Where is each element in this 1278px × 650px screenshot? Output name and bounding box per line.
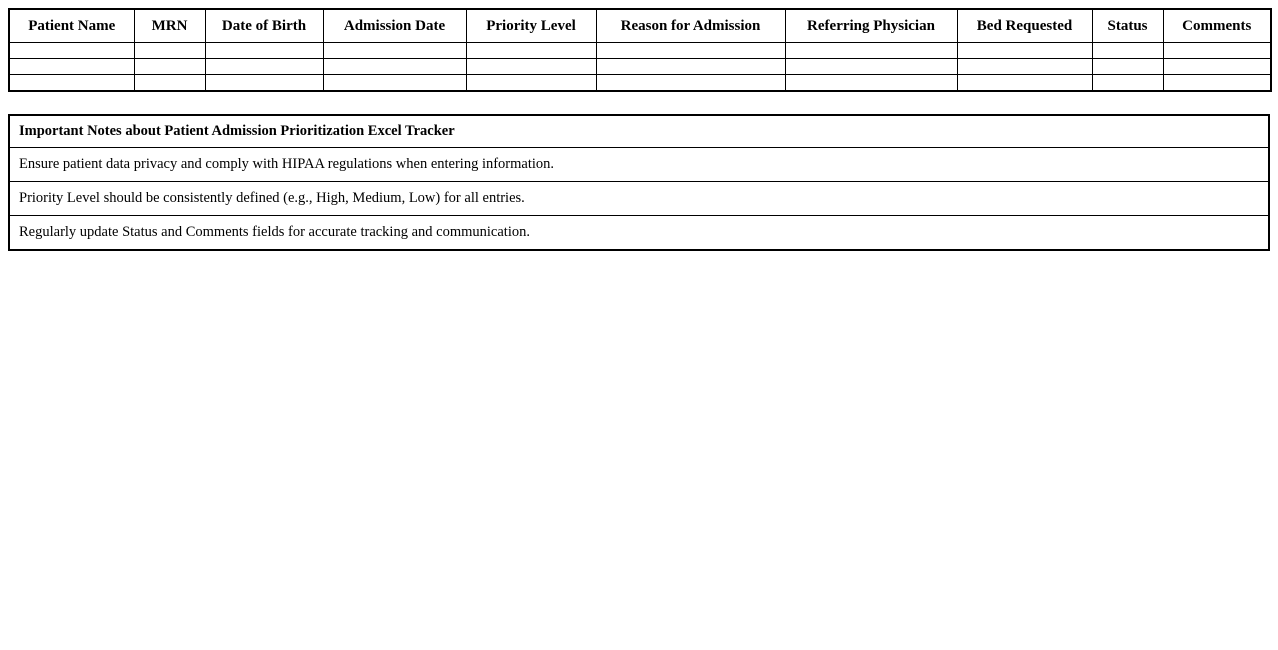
column-header-bed-requested: Bed Requested: [957, 9, 1092, 43]
notes-title: Important Notes about Patient Admission Prioritization Excel Tracker: [9, 115, 1269, 148]
empty-cell: [205, 43, 323, 59]
tracker-body: [9, 43, 1271, 92]
empty-cell: [323, 75, 466, 92]
notes-title-row: [9, 115, 1269, 148]
empty-table-row: [9, 75, 1271, 92]
empty-cell: [134, 43, 205, 59]
empty-cell: [957, 59, 1092, 75]
empty-table-row: [9, 43, 1271, 59]
empty-cell: [596, 75, 785, 92]
empty-cell: [134, 59, 205, 75]
empty-cell: [9, 75, 134, 92]
empty-cell: [1092, 75, 1163, 92]
column-header-priority-level: Priority Level: [466, 9, 596, 43]
column-header-referring-physician: Referring Physician: [785, 9, 957, 43]
notes-item: Regularly update Status and Comments fields for accurate tracking and communication.: [9, 216, 1269, 251]
column-header-mrn: MRN: [134, 9, 205, 43]
empty-cell: [957, 43, 1092, 59]
empty-cell: [323, 59, 466, 75]
empty-cell: [1163, 43, 1271, 59]
tracker-header-row: [9, 9, 1271, 43]
empty-cell: [1163, 59, 1271, 75]
notes-item: Ensure patient data privacy and comply with HIPAA regulations when entering information.: [9, 148, 1269, 182]
empty-cell: [957, 75, 1092, 92]
empty-cell: [205, 75, 323, 92]
empty-cell: [1092, 43, 1163, 59]
notes-item-row: [9, 148, 1269, 182]
empty-cell: [1092, 59, 1163, 75]
empty-cell: [323, 43, 466, 59]
empty-table-row: [9, 59, 1271, 75]
empty-cell: [205, 59, 323, 75]
column-header-comments: Comments: [1163, 9, 1271, 43]
column-header-patient-name: Patient Name: [9, 9, 134, 43]
empty-cell: [785, 59, 957, 75]
patient-admission-tracker-table: [8, 8, 1272, 92]
empty-cell: [596, 59, 785, 75]
empty-cell: [1163, 75, 1271, 92]
notes-item: Priority Level should be consistently defined (e.g., High, Medium, Low) for all entries.: [9, 182, 1269, 216]
empty-cell: [466, 59, 596, 75]
empty-cell: [785, 75, 957, 92]
column-header-reason-for-admission: Reason for Admission: [596, 9, 785, 43]
column-header-admission-date: Admission Date: [323, 9, 466, 43]
empty-cell: [785, 43, 957, 59]
notes-item-row: [9, 216, 1269, 251]
column-header-date-of-birth: Date of Birth: [205, 9, 323, 43]
empty-cell: [596, 43, 785, 59]
important-notes-table: [8, 114, 1270, 251]
empty-cell: [9, 43, 134, 59]
notes-item-row: [9, 182, 1269, 216]
empty-cell: [466, 43, 596, 59]
empty-cell: [9, 59, 134, 75]
column-header-status: Status: [1092, 9, 1163, 43]
empty-cell: [466, 75, 596, 92]
empty-cell: [134, 75, 205, 92]
